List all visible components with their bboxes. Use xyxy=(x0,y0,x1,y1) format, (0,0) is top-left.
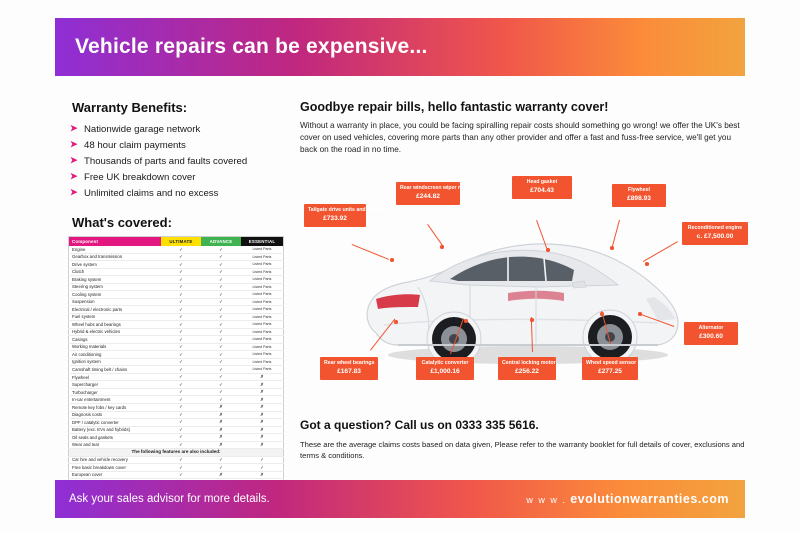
question-block xyxy=(300,418,745,462)
cell-component: In-car entertainment xyxy=(69,396,162,404)
leader-dot-central-locking xyxy=(530,318,534,322)
table-row xyxy=(69,291,284,299)
cell-essential: ✗ xyxy=(241,471,284,479)
cell-ultimate: ✓ xyxy=(161,388,201,396)
column-header-component: Component xyxy=(69,237,162,247)
footer-domain: evolutionwarranties xyxy=(570,492,698,506)
callout-label: Rear windscreen wiper motor xyxy=(400,185,473,191)
callout-price: £277.25 xyxy=(598,368,622,376)
right-column-intro xyxy=(300,100,745,156)
footer-tld: .com xyxy=(697,492,729,506)
coverage-table xyxy=(68,236,284,487)
cell-component: Turbocharger xyxy=(69,388,162,396)
page-title: Vehicle repairs can be expensive... xyxy=(75,35,428,58)
callout-price: £167.83 xyxy=(337,368,361,376)
cell-essential: ✓ xyxy=(241,464,284,472)
benefit-label: Free UK breakdown cover xyxy=(84,171,196,183)
callout-tailgate xyxy=(304,204,389,227)
cell-component: Hybrid & electric vehicles xyxy=(69,328,162,336)
header-banner xyxy=(55,18,745,76)
table-row xyxy=(69,366,284,374)
cell-component: Wheel hubs and bearings xyxy=(69,321,162,329)
table-body xyxy=(69,246,284,486)
cell-component: Oil seals and gaskets xyxy=(69,434,162,442)
cell-essential: Listed Parts xyxy=(241,328,284,336)
table-row xyxy=(69,411,284,419)
chevron-right-icon: ➤ xyxy=(70,171,78,182)
cell-advance: ✗ xyxy=(201,419,241,427)
cell-advance: ✗ xyxy=(201,403,241,411)
cell-essential: Listed Parts xyxy=(241,336,284,344)
table-row xyxy=(69,328,284,336)
table-note-row xyxy=(69,449,284,457)
cell-essential: Listed Parts xyxy=(241,253,284,261)
cell-ultimate: ✓ xyxy=(161,313,201,321)
cell-component: Fuel system xyxy=(69,313,162,321)
cell-advance: ✓ xyxy=(201,456,241,464)
cell-advance: ✗ xyxy=(201,441,241,449)
list-item xyxy=(68,169,283,185)
table-row xyxy=(69,298,284,306)
callout-label: Head gasket xyxy=(526,179,558,185)
callout-price: £244.82 xyxy=(416,193,440,201)
callout-label: Catalytic converter xyxy=(421,360,469,366)
cell-essential: ✗ xyxy=(241,426,284,434)
callout-alternator xyxy=(684,322,738,345)
benefit-label: 48 hour claim payments xyxy=(84,139,186,151)
car-illustration xyxy=(358,227,688,372)
cell-essential: Listed Parts xyxy=(241,313,284,321)
cell-ultimate: ✓ xyxy=(161,456,201,464)
cell-advance: ✗ xyxy=(201,471,241,479)
callout-label: Alternator xyxy=(698,325,724,331)
cell-component: Casings xyxy=(69,336,162,344)
cell-essential: ✗ xyxy=(241,403,284,411)
callout-catalytic-converter xyxy=(416,357,474,380)
cell-ultimate: ✓ xyxy=(161,336,201,344)
table-row xyxy=(69,441,284,449)
table-row xyxy=(69,373,284,381)
table-row xyxy=(69,434,284,442)
callout-rear-windscreen xyxy=(396,182,473,205)
cell-component: Working materials xyxy=(69,343,162,351)
cell-component: Flywheel xyxy=(69,373,162,381)
footer-www: w w w . xyxy=(526,495,567,505)
callout-head-gasket xyxy=(512,176,572,199)
cell-component: Electrical / electronic parts xyxy=(69,306,162,314)
cell-essential: ✗ xyxy=(241,396,284,404)
table-row xyxy=(69,321,284,329)
cell-advance: ✓ xyxy=(201,358,241,366)
cell-essential: Listed Parts xyxy=(241,283,284,291)
cell-ultimate: ✓ xyxy=(161,343,201,351)
cell-essential: Listed Parts xyxy=(241,366,284,374)
cell-component: Clutch xyxy=(69,268,162,276)
leader-dot-alternator xyxy=(638,312,642,316)
cell-essential: ✗ xyxy=(241,388,284,396)
cell-ultimate: ✓ xyxy=(161,268,201,276)
callout-price: £256.22 xyxy=(515,368,539,376)
cell-essential: Listed Parts xyxy=(241,268,284,276)
cell-component: DPF / catalytic converter xyxy=(69,419,162,427)
cell-advance: ✓ xyxy=(201,253,241,261)
column-header-advance: ADVANCE xyxy=(201,237,241,247)
cell-advance: ✓ xyxy=(201,276,241,284)
callout-price: c. £7,500.00 xyxy=(696,233,734,241)
cell-ultimate: ✓ xyxy=(161,403,201,411)
list-item xyxy=(68,121,283,137)
cell-component: Braking system xyxy=(69,276,162,284)
cell-advance: ✓ xyxy=(201,283,241,291)
cell-advance: ✓ xyxy=(201,321,241,329)
footer-banner xyxy=(55,480,745,518)
cell-component: Cooling system xyxy=(69,291,162,299)
table-note: The following features are also included: xyxy=(69,449,284,457)
leader-dot-flywheel xyxy=(610,246,614,250)
disclaimer-text: These are the average claims costs based on data given, Please refer to the warranty booklet for full details of cover, exclusions and terms & conditions. xyxy=(300,440,745,461)
cell-ultimate: ✓ xyxy=(161,261,201,269)
cell-advance: ✓ xyxy=(201,306,241,314)
cell-essential: ✗ xyxy=(241,373,284,381)
cell-component: Free basic breakdown cover xyxy=(69,464,162,472)
table-row xyxy=(69,246,284,253)
cell-component: Diagnosis costs xyxy=(69,411,162,419)
leader-dot-rear-windscreen xyxy=(440,245,444,249)
cell-essential: Listed Parts xyxy=(241,276,284,284)
column-header-ultimate: ULTIMATE xyxy=(161,237,201,247)
callout-label: Central locking motor xyxy=(502,360,556,366)
cell-advance: ✓ xyxy=(201,261,241,269)
cell-advance: ✓ xyxy=(201,396,241,404)
cell-component: Ignition system xyxy=(69,358,162,366)
callout-label: Rear wheel bearings xyxy=(324,360,375,366)
table-row xyxy=(69,306,284,314)
list-item xyxy=(68,153,283,169)
cell-essential: Listed Parts xyxy=(241,351,284,359)
footer-left-text: Ask your sales advisor for more details. xyxy=(69,493,270,505)
cell-advance: ✓ xyxy=(201,336,241,344)
table-row xyxy=(69,426,284,434)
cell-component: Battery (exc. EVs and hybrids) xyxy=(69,426,162,434)
cell-component: Suspension xyxy=(69,298,162,306)
cell-component: Car hire and vehicle recovery xyxy=(69,456,162,464)
cell-ultimate: ✓ xyxy=(161,441,201,449)
cell-ultimate: ✓ xyxy=(161,298,201,306)
cell-advance: ✓ xyxy=(201,298,241,306)
cell-advance: ✗ xyxy=(201,411,241,419)
table-row xyxy=(69,358,284,366)
cell-component: Engine xyxy=(69,246,162,253)
cell-ultimate: ✓ xyxy=(161,471,201,479)
table-row xyxy=(69,343,284,351)
cell-ultimate: ✓ xyxy=(161,306,201,314)
cell-essential: Listed Parts xyxy=(241,306,284,314)
covered-heading: What's covered: xyxy=(72,215,172,231)
cell-advance: ✓ xyxy=(201,373,241,381)
benefits-heading: Warranty Benefits: xyxy=(72,100,188,115)
cell-component: Gearbox and transmission xyxy=(69,253,162,261)
cell-essential: ✗ xyxy=(241,411,284,419)
cell-ultimate: ✓ xyxy=(161,291,201,299)
table-head xyxy=(69,237,284,247)
cell-advance: ✗ xyxy=(201,426,241,434)
chevron-right-icon: ➤ xyxy=(70,123,78,133)
cell-essential: ✗ xyxy=(241,434,284,442)
callout-price: £704.43 xyxy=(530,187,554,195)
table-row xyxy=(69,336,284,344)
table-row xyxy=(69,456,284,464)
table-row xyxy=(69,419,284,427)
cell-essential: Listed Parts xyxy=(241,298,284,306)
table-row xyxy=(69,403,284,411)
cell-ultimate: ✓ xyxy=(161,426,201,434)
callout-central-locking xyxy=(498,357,556,380)
table-header-row xyxy=(69,237,284,247)
column-header-essential: ESSENTIAL xyxy=(241,237,284,247)
table-row xyxy=(69,388,284,396)
left-column xyxy=(68,100,283,487)
cell-advance: ✓ xyxy=(201,351,241,359)
callout-label: Tailgate drive units and dampers xyxy=(308,207,389,213)
cell-ultimate: ✓ xyxy=(161,381,201,389)
cell-ultimate: ✓ xyxy=(161,464,201,472)
benefit-label: Thousands of parts and faults covered xyxy=(84,155,248,167)
cell-ultimate: ✓ xyxy=(161,351,201,359)
cell-ultimate: ✓ xyxy=(161,411,201,419)
chevron-right-icon: ➤ xyxy=(70,139,78,150)
cell-essential: Listed Parts xyxy=(241,358,284,366)
callout-price: £898.93 xyxy=(627,195,651,203)
leader-dot-wheel-speed xyxy=(600,312,604,316)
leader-dot-recon-engine xyxy=(645,262,649,266)
cell-ultimate: ✓ xyxy=(161,419,201,427)
callout-label: Reconditioned engine xyxy=(687,225,743,231)
cell-component: Remote key fobs / key cards xyxy=(69,403,162,411)
cell-essential: ✗ xyxy=(241,381,284,389)
table-row xyxy=(69,313,284,321)
cell-advance: ✓ xyxy=(201,366,241,374)
cell-component: Wear and tear xyxy=(69,441,162,449)
cell-essential: Listed Parts xyxy=(241,291,284,299)
table-row xyxy=(69,464,284,472)
cell-essential: Listed Parts xyxy=(241,343,284,351)
leader-dot-catalytic xyxy=(464,319,468,323)
chevron-right-icon: ➤ xyxy=(70,187,78,198)
table-row xyxy=(69,351,284,359)
cell-advance: ✓ xyxy=(201,313,241,321)
cell-component: Camshaft timing belt / chains xyxy=(69,366,162,374)
cell-ultimate: ✓ xyxy=(161,396,201,404)
cell-ultimate: ✓ xyxy=(161,328,201,336)
table-row xyxy=(69,381,284,389)
table-row xyxy=(69,471,284,479)
callout-label: Flywheel xyxy=(628,187,650,193)
cell-advance: ✓ xyxy=(201,328,241,336)
cell-ultimate: ✓ xyxy=(161,253,201,261)
leader-dot-rear-bearings xyxy=(394,320,398,324)
cell-essential: ✓ xyxy=(241,456,284,464)
cell-essential: Listed Parts xyxy=(241,261,284,269)
callout-price: £300.60 xyxy=(699,333,723,341)
cell-essential: Listed Parts xyxy=(241,246,284,253)
leader-dot-tailgate xyxy=(390,258,394,262)
callout-price: £733.92 xyxy=(323,215,347,223)
cell-advance: ✓ xyxy=(201,464,241,472)
intro-paragraph: Without a warranty in place, you could be facing spiralling repair costs should something go wrong! we offer the UK's best cover on used vehicles, covering more parts than any other provider and offer a fast and fuss-free service, we'll get you back on the road in no time. xyxy=(300,121,740,154)
table-row xyxy=(69,396,284,404)
cell-advance: ✓ xyxy=(201,246,241,253)
car-diagram xyxy=(300,172,748,412)
table-row xyxy=(69,283,284,291)
callout-rear-wheel-bearings xyxy=(320,357,378,380)
leader-dot-head-gasket xyxy=(546,248,550,252)
cell-essential: ✗ xyxy=(241,441,284,449)
cell-ultimate: ✓ xyxy=(161,358,201,366)
cell-ultimate: ✓ xyxy=(161,434,201,442)
cell-advance: ✗ xyxy=(201,434,241,442)
table-row xyxy=(69,276,284,284)
callout-label: Wheel speed sensor xyxy=(586,360,637,366)
callout-flywheel xyxy=(612,184,666,207)
benefit-label: Unlimited claims and no excess xyxy=(84,187,219,199)
benefit-label: Nationwide garage network xyxy=(84,123,201,135)
cell-essential: Listed Parts xyxy=(241,321,284,329)
cell-component: European cover xyxy=(69,471,162,479)
cell-essential: ✗ xyxy=(241,419,284,427)
callout-recon-engine xyxy=(682,222,748,245)
cell-ultimate: ✓ xyxy=(161,321,201,329)
table-row xyxy=(69,268,284,276)
cell-advance: ✓ xyxy=(201,291,241,299)
callout-wheel-speed-sensor xyxy=(582,357,638,380)
cell-component: Steering system xyxy=(69,283,162,291)
footer-website[interactable] xyxy=(526,492,729,506)
list-item xyxy=(68,137,283,153)
cell-advance: ✓ xyxy=(201,381,241,389)
list-item xyxy=(68,185,283,201)
goodbye-heading: Goodbye repair bills, hello fantastic warranty cover! xyxy=(300,100,609,114)
table-row xyxy=(69,253,284,261)
cell-ultimate: ✓ xyxy=(161,246,201,253)
cell-component: Air conditioning xyxy=(69,351,162,359)
question-heading: Got a question? Call us on 0333 335 5616. xyxy=(300,418,539,432)
cell-advance: ✓ xyxy=(201,268,241,276)
table-row xyxy=(69,261,284,269)
cell-ultimate: ✓ xyxy=(161,276,201,284)
cell-advance: ✓ xyxy=(201,388,241,396)
cell-ultimate: ✓ xyxy=(161,373,201,381)
chevron-right-icon: ➤ xyxy=(70,155,78,166)
callout-price: £1,000.16 xyxy=(430,368,460,376)
cell-ultimate: ✓ xyxy=(161,366,201,374)
cell-component: Supercharger xyxy=(69,381,162,389)
cell-component: Drive system xyxy=(69,261,162,269)
cell-ultimate: ✓ xyxy=(161,283,201,291)
cell-advance: ✓ xyxy=(201,343,241,351)
benefits-list xyxy=(68,121,283,201)
